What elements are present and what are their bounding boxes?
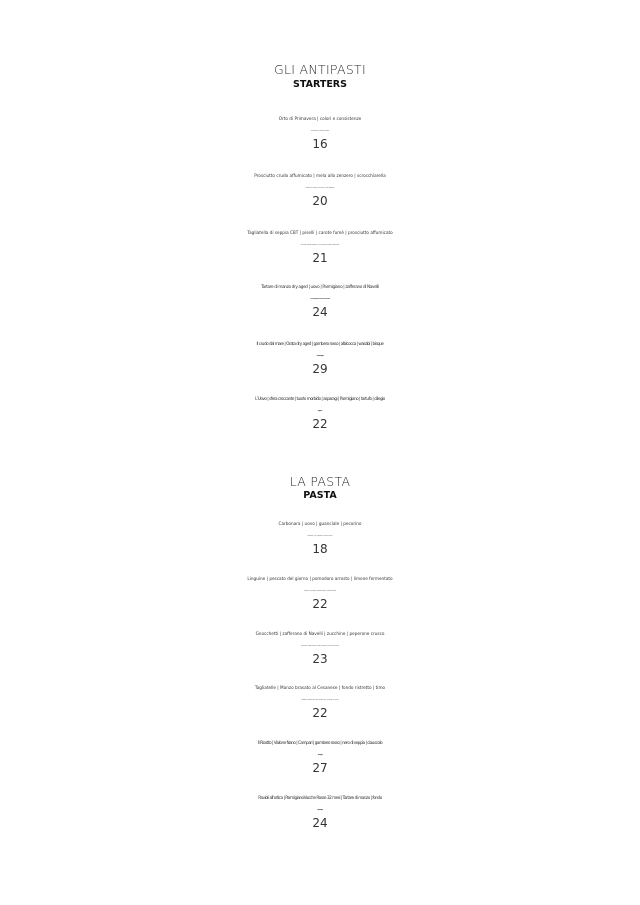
dish-name-english: Nettle ravioli | 32-month Parmigiano Vacche Rosse | beef tartare | brown jus | PGI hazelnut xyxy=(317,810,323,811)
menu-item xyxy=(0,790,640,831)
menu-item xyxy=(0,735,640,776)
dish-price: 21 xyxy=(312,251,328,265)
section-title-pasta: LA PASTA xyxy=(289,474,351,489)
dish-name-english: Carbonara | egg | guanciale | pecorino cheese xyxy=(307,536,333,537)
dish-name-english: Tagliatelle | Braised beef with Cesanese wine | reduced jus | thyme xyxy=(301,700,339,701)
dish-price: 23 xyxy=(312,652,328,666)
menu-item xyxy=(0,279,640,320)
dish-name-english: Sous-vide cuttlefish tagliatelle | peas | smoked carrots | smoked ham xyxy=(300,245,340,246)
menu-item xyxy=(0,680,640,721)
dish-name-english: Spring garden | colors & textures xyxy=(310,131,330,132)
dish-name-english: The Raw Selection from the Sea: Dry-aged sea bream | red prawn | apricot | wasabi | prawn bisque xyxy=(316,356,324,357)
dish-name-italian: Carbonara | uovo | guanciale | pecorino xyxy=(278,521,362,526)
menu-item xyxy=(0,336,640,377)
menu-item xyxy=(0,391,640,432)
section-title-antipasti: GLI ANTIPASTI xyxy=(274,62,366,77)
dish-name-english: Smoked cured ham | ginger apple | crispy flatbread xyxy=(305,188,335,189)
dish-price: 22 xyxy=(312,706,328,720)
section-subtitle-pasta: PASTA xyxy=(303,490,337,501)
dish-price: 20 xyxy=(312,194,328,208)
dish-name-italian: Linguine | pescato del giorno | pomodoro arrosto | limone fermentato xyxy=(247,576,393,581)
dish-price: 18 xyxy=(312,542,328,556)
dish-name-italian: Tartare di manzo dry aged | uovo | Parmigiano | zafferano di Navelli xyxy=(261,284,379,289)
dish-name-italian: L’Uovo | sfera croccante | tuorlo morbido | asparagi | Parmigiano | tartufo | ciliegio xyxy=(255,396,385,401)
dish-name-italian: Tagliatelle | Manzo brasato al Cesanese | fondo ristretto | timo xyxy=(254,685,386,690)
menu-item xyxy=(0,516,640,557)
dish-price: 16 xyxy=(312,137,328,151)
dish-price: 24 xyxy=(312,305,328,319)
dish-price: 22 xyxy=(312,597,328,611)
dish-name-italian: Tagliatella di seppia CBT | piselli | carote fumè | prosciutto affumicato xyxy=(247,230,393,235)
dish-price: 22 xyxy=(312,417,328,431)
dish-name-italian: Ravioli all’ortica | ParmigianoVacche Rosse 32 mesi | Tartare di manzo | fondo xyxy=(258,795,382,800)
dish-price: 24 xyxy=(312,816,328,830)
dish-name-english: Gnocchetti | Navelli saffron | scapece zucchini | crispy crusco pepper xyxy=(300,646,340,647)
menu-item xyxy=(0,111,640,152)
dish-name-italian: Il crudo dal mare | Orata dry aged | gambero rosso | albicocca | wasabi | bisque xyxy=(256,341,384,346)
dish-name-english: Linguine | daily catch | roasted tomato | fermented lemon xyxy=(303,591,337,592)
dish-name-english: The Risotto | Aged Vialone Nano | Campari | red prawn | cuttlefish ink | crispy ciauscolo salami xyxy=(317,755,323,756)
dish-name-italian: Orto di Primavera | colori e consistenze xyxy=(278,116,362,121)
menu-item xyxy=(0,168,640,209)
dish-name-italian: Gnocchetti | zafferano di Navelli | zucchine | peperone crusco xyxy=(255,631,385,636)
dish-name-english: Dry-aged beef tartare | soft-boiled egg | 32-month Parmigiano Vacche Rosse | Navelli saffron xyxy=(310,299,330,300)
dish-price: 27 xyxy=(312,761,328,775)
menu-item xyxy=(0,571,640,612)
dish-name-english: L’Uovo | crispy sphere | soft yolk | asparagus | truffle | Parmigiano cheese | cherrywood xyxy=(318,411,322,412)
menu-item xyxy=(0,225,640,266)
menu-item xyxy=(0,626,640,667)
dish-price: 29 xyxy=(312,362,328,376)
section-subtitle-starters: STARTERS xyxy=(293,79,347,90)
dish-name-italian: Prosciutto crudo affumicato | mela allo zenzero | scrocchiarella xyxy=(254,173,386,178)
dish-name-italian: Il Risotto | Vialone Nano | Campari | gambero rosso | nero di seppia | ciauscolo xyxy=(257,740,383,745)
